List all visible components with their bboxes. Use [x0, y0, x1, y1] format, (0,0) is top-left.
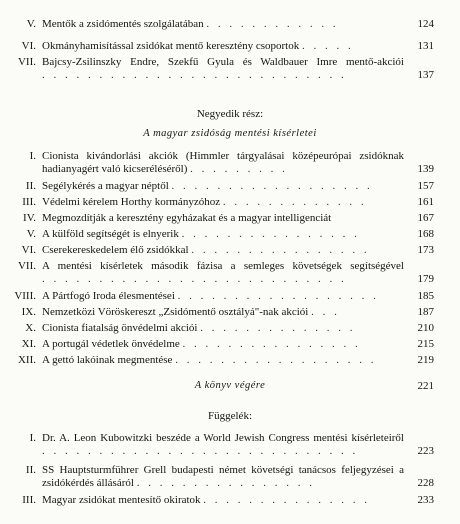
entry-title: SS Hauptsturmführer Grell budapesti német követségi tanácsos feljegyzései a zsidókérdés állásáról . . . . . . . . . . . . . . . . [42, 464, 404, 489]
entry-number: VIII. [14, 290, 36, 302]
entry-title: Cserekereskedelem élő zsidókkal . . . . . . . . . . . . . . . . [42, 244, 370, 256]
entry-title: A portugál védetlek önvédelme . . . . . . . . . . . . . . . . [42, 338, 361, 350]
entry-number: IV. [23, 212, 36, 224]
entry-number: XII. [17, 354, 36, 366]
part-subtitle: A magyar zsidóság mentési kísérletei [143, 128, 317, 139]
entry-page: 124 [417, 18, 434, 30]
entry-number: I. [29, 432, 36, 444]
part-heading: Negyedik rész: [196, 108, 264, 120]
entry-title: A gettó lakóinak megmentése . . . . . . . . . . . . . . . . . . [42, 354, 377, 366]
entry-title: Magyar zsidókat mentesítő okiratok . . . . . . . . . . . . . . . [42, 494, 371, 506]
entry-title: Cionista kivándorlási akciók (Himmler tárgyalásai középeurópai zsidóknak hadianyagért való kicseréléséről) . . . . . . . . . [42, 150, 404, 175]
entry-page: 161 [417, 196, 434, 208]
entry-number: VII. [17, 260, 36, 272]
entry-number: IX. [21, 306, 36, 318]
entry-title: Nemzetközi Vöröskereszt „Zsidómentő osztályá"-nak akciói . . . [42, 306, 340, 318]
entry-page: 173 [417, 244, 434, 256]
entry-page: 219 [417, 354, 434, 366]
entry-number: VI. [21, 40, 36, 52]
entry-number: V. [26, 228, 36, 240]
entry-page: 137 [417, 69, 434, 81]
entry-page: 185 [417, 290, 434, 302]
entry-page: 215 [417, 338, 434, 350]
entry-number: I. [29, 150, 36, 162]
appendix-heading: Függelék: [208, 410, 252, 422]
entry-number: II. [25, 180, 36, 192]
entry-number: XI. [21, 338, 36, 350]
entry-number: III. [22, 494, 36, 506]
entry-page: 221 [417, 380, 434, 392]
entry-number: II. [25, 464, 36, 476]
entry-page: 210 [417, 322, 434, 334]
entry-page: 233 [417, 494, 434, 506]
entry-page: 157 [417, 180, 434, 192]
entry-title: Dr. A. Leon Kubowitzki beszéde a World Jewish Congress mentési kísérleteiről . . . . . . . . . . . . . . . . . . . . . . . . . . . . [42, 432, 404, 457]
entry-number: III. [22, 196, 36, 208]
entry-title: Védelmi kérelem Horthy kormányzóhoz . . . . . . . . . . . . . [42, 196, 367, 208]
entry-page: 187 [417, 306, 434, 318]
entry-title: A külföld segítségét is elnyerik . . . . . . . . . . . . . . . . [42, 228, 360, 240]
entry-title: Bajcsy-Zsilinszky Endre, Szekfű Gyula és Waldbauer Imre mentő-akciói . . . . . . . . . . . . . . . . . . . . . . . . . . . [42, 56, 404, 81]
entry-number: V. [26, 18, 36, 30]
entry-page: 223 [417, 445, 434, 457]
entry-number: VI. [21, 244, 36, 256]
entry-title: Megmozdítják a keresztény egyházakat és a magyar intelligenciát [42, 212, 332, 224]
entry-number: VII. [17, 56, 36, 68]
entry-title: Mentők a zsidómentés szolgálatában . . . . . . . . . . . . [42, 18, 339, 30]
entry-page: 168 [417, 228, 434, 240]
entry-title: A mentési kísérletek második fázisa a semleges követségek segítségével . . . . . . . . . . . . . . . . . . . . . . . . . . . [42, 260, 404, 285]
entry-number: X. [25, 322, 36, 334]
entry-page: 228 [417, 477, 434, 489]
end-entry-title: A könyv végére [194, 380, 266, 391]
entry-page: 139 [417, 163, 434, 175]
entry-page: 131 [417, 40, 434, 52]
entry-title: Cionista fiatalság önvédelmi akciói . . . . . . . . . . . . . . [42, 322, 356, 334]
entry-page: 179 [417, 273, 434, 285]
entry-title: Okmányhamisítással zsidókat mentő keresztény csoportok . . . . . [42, 40, 354, 52]
entry-title: Segélykérés a magyar néptől . . . . . . . . . . . . . . . . . . [42, 180, 373, 192]
entry-title: A Pártfogó Iroda élesmentései . . . . . . . . . . . . . . . . . . [42, 290, 379, 302]
entry-page: 167 [417, 212, 434, 224]
